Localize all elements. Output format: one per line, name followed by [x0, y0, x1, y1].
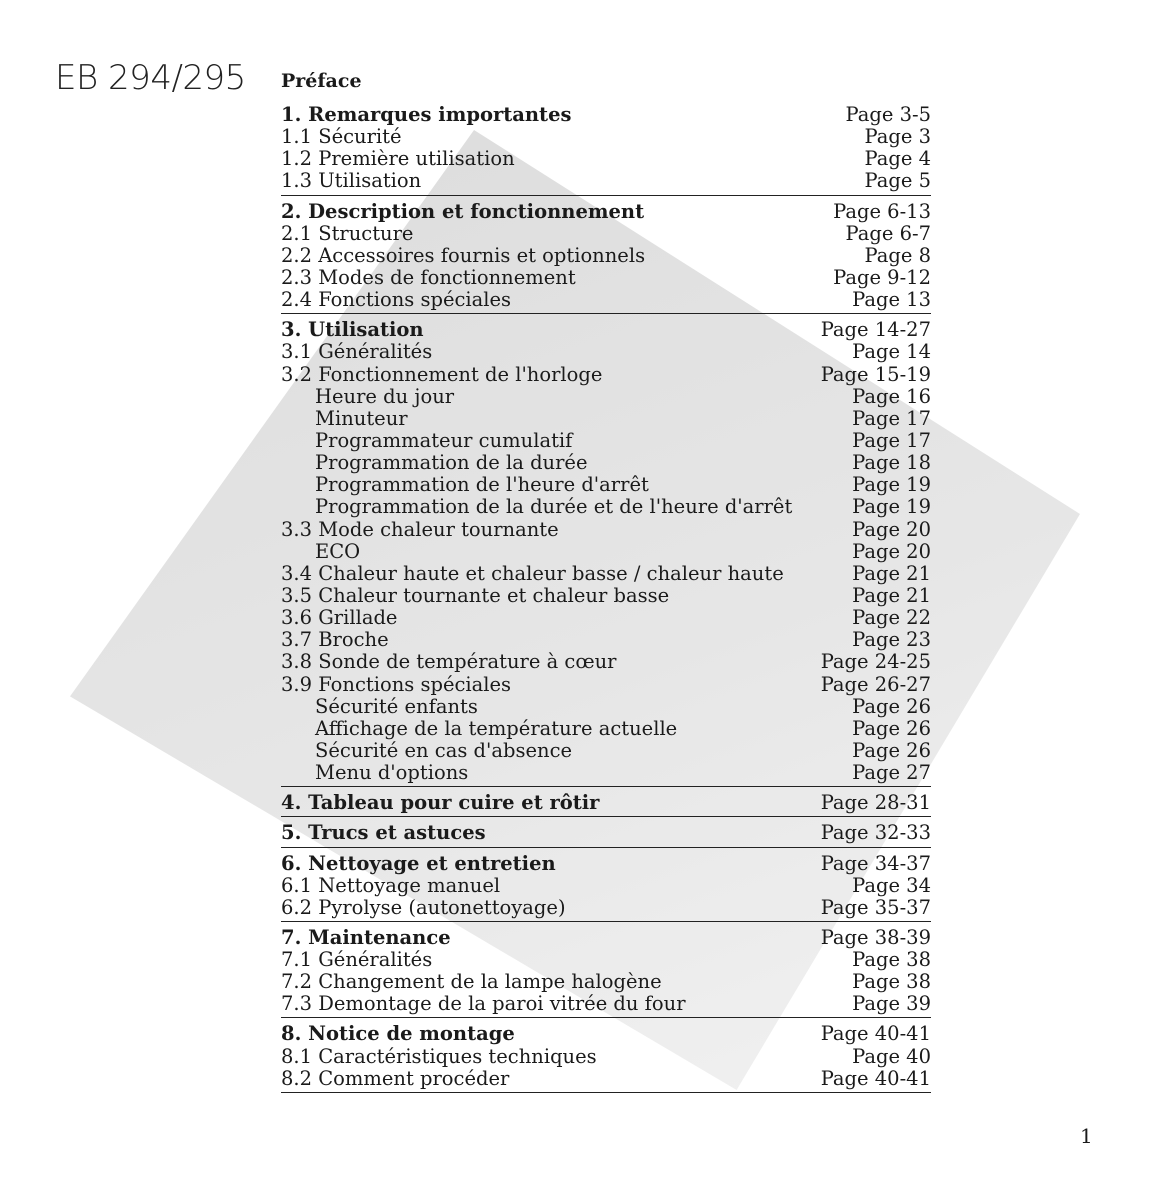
toc-entry-label: 3.8 Sonde de température à cœur — [281, 650, 617, 674]
toc-entry — [281, 126, 931, 148]
toc-entry-page: Page 17 — [852, 428, 931, 452]
toc-entry-page: Page 20 — [852, 517, 931, 541]
toc-entry-label: 1.3 Utilisation — [281, 169, 422, 193]
toc-entry-label: Affichage de la température actuelle — [315, 716, 678, 740]
toc-subentry — [281, 386, 931, 408]
toc-entry-label: 2.4 Fonctions spéciales — [281, 288, 512, 312]
toc-section-heading — [281, 822, 931, 844]
toc-subentry — [281, 718, 931, 740]
toc-entry-label: 3.2 Fonctionnement de l'horloge — [281, 362, 603, 386]
toc-entry-label: 4. Tableau pour cuire et rôtir — [281, 791, 600, 815]
toc-section — [281, 104, 931, 196]
toc-entry-label: 5. Trucs et astuces — [281, 821, 486, 845]
toc-entry — [281, 148, 931, 170]
toc-subentry — [281, 496, 931, 518]
toc-entry-label: 6.2 Pyrolyse (autonettoyage) — [281, 895, 566, 919]
toc-section-heading — [281, 1023, 931, 1045]
toc-entry-page: Page 20 — [852, 539, 931, 563]
toc-entry — [281, 875, 931, 897]
toc-entry-label: 3.6 Grillade — [281, 606, 398, 630]
toc-section — [281, 319, 931, 787]
toc-entry-label: 7. Maintenance — [281, 925, 451, 949]
toc-entry-page: Page 38 — [852, 970, 931, 994]
toc-entry-label: Menu d'options — [315, 761, 469, 785]
toc-entry-page: Page 18 — [852, 451, 931, 475]
toc-entry-page: Page 17 — [852, 406, 931, 430]
toc-subentry — [281, 541, 931, 563]
toc-entry-label: 7.1 Généralités — [281, 948, 433, 972]
toc-entry-label: 3.1 Généralités — [281, 340, 433, 364]
toc-entry-label: Minuteur — [315, 406, 408, 430]
table-of-contents — [281, 104, 931, 1093]
toc-entry-page: Page 14 — [852, 340, 931, 364]
toc-section-heading — [281, 104, 931, 126]
toc-entry-label: 2.2 Accessoires fournis et optionnels — [281, 243, 646, 267]
toc-subentry — [281, 762, 931, 784]
toc-entry — [281, 674, 931, 696]
toc-entry-page: Page 26 — [852, 738, 931, 762]
toc-entry-label: 7.3 Demontage de la paroi vitrée du four — [281, 992, 686, 1016]
toc-entry-label: Programmation de la durée et de l'heure d'arrêt — [315, 495, 793, 519]
toc-entry-label: 7.2 Changement de la lampe halogène — [281, 970, 662, 994]
toc-entry-label: 8.1 Caractéristiques techniques — [281, 1044, 597, 1068]
toc-entry — [281, 170, 931, 192]
toc-entry-label: 3.4 Chaleur haute et chaleur basse / chaleur haute — [281, 561, 784, 585]
toc-section — [281, 822, 931, 847]
toc-section-heading — [281, 927, 931, 949]
toc-entry-label: 1. Remarques importantes — [281, 103, 572, 126]
toc-entry-page: Page 14-27 — [820, 318, 931, 342]
toc-entry-label: 6. Nettoyage et entretien — [281, 851, 556, 875]
toc-entry-page: Page 16 — [852, 384, 931, 408]
toc-entry-page: Page 40 — [852, 1044, 931, 1068]
toc-section-heading — [281, 319, 931, 341]
toc-entry-page: Page 35-37 — [820, 895, 931, 919]
toc-entry — [281, 949, 931, 971]
toc-section-heading — [281, 201, 931, 223]
toc-subentry — [281, 408, 931, 430]
page-number: 1 — [1080, 1124, 1093, 1148]
toc-entry-label: 3.7 Broche — [281, 628, 389, 652]
toc-subentry — [281, 430, 931, 452]
toc-subentry — [281, 452, 931, 474]
toc-entry-page: Page 9-12 — [833, 265, 931, 289]
toc-section — [281, 201, 931, 315]
toc-entry-label: 1.2 Première utilisation — [281, 147, 515, 171]
toc-entry — [281, 993, 931, 1015]
toc-entry-page: Page 38-39 — [820, 925, 931, 949]
toc-entry-page: Page 38 — [852, 948, 931, 972]
toc-section — [281, 1023, 931, 1092]
toc-entry — [281, 1046, 931, 1068]
toc-entry-page: Page 19 — [852, 495, 931, 519]
toc-entry — [281, 519, 931, 541]
toc-entry-label: 3. Utilisation — [281, 318, 424, 342]
toc-entry-page: Page 3 — [864, 125, 931, 149]
toc-entry-page: Page 8 — [864, 243, 931, 267]
toc-section-heading — [281, 792, 931, 814]
toc-entry — [281, 651, 931, 673]
toc-entry-page: Page 21 — [852, 583, 931, 607]
toc-entry-page: Page 32-33 — [820, 821, 931, 845]
model-title: EB 294/295 — [55, 58, 246, 98]
toc-entry — [281, 364, 931, 386]
toc-entry — [281, 267, 931, 289]
toc-entry-page: Page 22 — [852, 606, 931, 630]
toc-entry-label: 8.2 Comment procéder — [281, 1066, 510, 1090]
toc-subentry — [281, 474, 931, 496]
toc-entry — [281, 607, 931, 629]
toc-entry-page: Page 26 — [852, 716, 931, 740]
toc-entry — [281, 971, 931, 993]
toc-entry-page: Page 34-37 — [820, 851, 931, 875]
toc-entry-label: 1.1 Sécurité — [281, 125, 402, 149]
toc-entry-page: Page 26-27 — [820, 672, 931, 696]
toc-entry-label: 3.5 Chaleur tournante et chaleur basse — [281, 583, 670, 607]
toc-section — [281, 792, 931, 817]
toc-entry-page: Page 5 — [864, 169, 931, 193]
toc-entry — [281, 289, 931, 311]
toc-section — [281, 927, 931, 1019]
toc-entry-page: Page 3-5 — [845, 103, 931, 126]
toc-entry-label: 2.1 Structure — [281, 221, 414, 245]
toc-entry-label: 2.3 Modes de fonctionnement — [281, 265, 576, 289]
toc-entry-label: 2. Description et fonctionnement — [281, 199, 645, 223]
preface-heading: Préface — [281, 70, 362, 92]
toc-entry-page: Page 6-7 — [845, 221, 931, 245]
toc-section-heading — [281, 853, 931, 875]
toc-entry-page: Page 13 — [852, 288, 931, 312]
toc-entry-label: ECO — [315, 539, 361, 563]
toc-entry-page: Page 15-19 — [820, 362, 931, 386]
toc-entry-label: Heure du jour — [315, 384, 455, 408]
toc-entry — [281, 897, 931, 919]
toc-entry-label: 3.9 Fonctions spéciales — [281, 672, 512, 696]
toc-entry-page: Page 19 — [852, 473, 931, 497]
toc-entry-page: Page 40-41 — [820, 1022, 931, 1046]
toc-entry-page: Page 6-13 — [833, 199, 931, 223]
toc-entry-page: Page 23 — [852, 628, 931, 652]
toc-entry-page: Page 40-41 — [820, 1066, 931, 1090]
toc-entry-page: Page 4 — [864, 147, 931, 171]
toc-entry-page: Page 34 — [852, 873, 931, 897]
toc-entry-label: Programmation de l'heure d'arrêt — [315, 473, 649, 497]
toc-entry-label: Programmation de la durée — [315, 451, 588, 475]
toc-entry-label: Sécurité enfants — [315, 694, 478, 718]
toc-entry-page: Page 21 — [852, 561, 931, 585]
toc-entry-label: 6.1 Nettoyage manuel — [281, 873, 501, 897]
toc-entry — [281, 1068, 931, 1090]
toc-entry-label: Sécurité en cas d'absence — [315, 738, 573, 762]
toc-subentry — [281, 696, 931, 718]
toc-entry-page: Page 39 — [852, 992, 931, 1016]
toc-entry — [281, 585, 931, 607]
toc-entry-page: Page 26 — [852, 694, 931, 718]
toc-entry-label: 8. Notice de montage — [281, 1022, 515, 1046]
toc-entry — [281, 629, 931, 651]
toc-entry-page: Page 24-25 — [820, 650, 931, 674]
toc-subentry — [281, 740, 931, 762]
toc-entry-label: 3.3 Mode chaleur tournante — [281, 517, 559, 541]
toc-entry — [281, 223, 931, 245]
toc-entry — [281, 245, 931, 267]
toc-entry-label: Programmateur cumulatif — [315, 428, 573, 452]
toc-section — [281, 853, 931, 922]
toc-entry-page: Page 28-31 — [820, 791, 931, 815]
toc-entry-page: Page 27 — [852, 761, 931, 785]
toc-entry — [281, 341, 931, 363]
toc-entry — [281, 563, 931, 585]
